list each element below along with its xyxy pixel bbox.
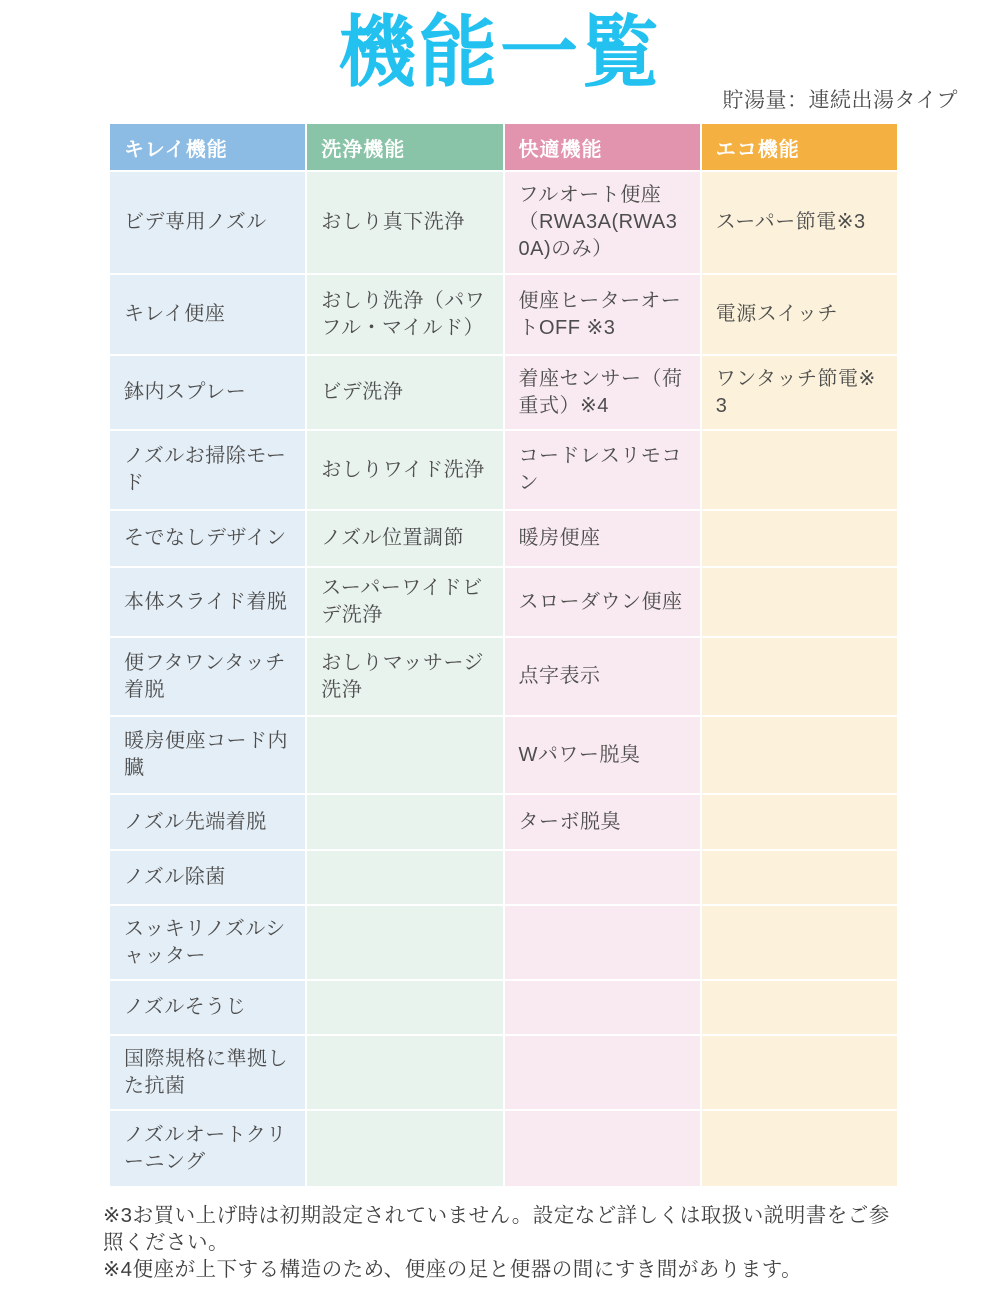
table-cell: 暖房便座コード内臓 xyxy=(110,717,305,793)
header-row xyxy=(110,124,897,170)
table-row xyxy=(110,981,897,1034)
table-cell: ノズルそうじ xyxy=(110,981,305,1034)
footnote-4: ※4便座が上下する構造のため、便座の足と便器の間にすき間があります。 xyxy=(103,1258,803,1281)
table-cell: ビデ専用ノズル xyxy=(110,172,305,273)
table-cell: Wパワー脱臭 xyxy=(505,717,700,793)
table-cell xyxy=(307,795,502,849)
page-header xyxy=(0,0,1000,116)
table-cell: ノズルオートクリーニング xyxy=(110,1111,305,1186)
table-cell xyxy=(702,1111,897,1186)
table-cell xyxy=(505,851,700,904)
table-row xyxy=(110,1036,897,1109)
table-row xyxy=(110,717,897,793)
feature-table xyxy=(108,122,899,1188)
table-row xyxy=(110,356,897,429)
table-cell: ノズル先端着脱 xyxy=(110,795,305,849)
table-cell xyxy=(307,981,502,1034)
table-cell xyxy=(702,795,897,849)
table-cell: スーパー節電※3 xyxy=(702,172,897,273)
table-row xyxy=(110,795,897,849)
table-cell xyxy=(702,906,897,979)
table-row xyxy=(110,172,897,273)
table-cell: 国際規格に準拠した抗菌 xyxy=(110,1036,305,1109)
table-cell: 着座センサー（荷重式）※4 xyxy=(505,356,700,429)
table-row xyxy=(110,638,897,715)
table-row xyxy=(110,851,897,904)
table-cell: ターボ脱臭 xyxy=(505,795,700,849)
table-cell xyxy=(307,717,502,793)
table-cell: ワンタッチ節電※3 xyxy=(702,356,897,429)
table-cell xyxy=(702,638,897,715)
table-cell xyxy=(702,851,897,904)
table-row xyxy=(110,275,897,354)
table-cell: 暖房便座 xyxy=(505,511,700,566)
table-cell xyxy=(505,1036,700,1109)
table-cell: スーパーワイドビデ洗浄 xyxy=(307,568,502,636)
table-cell: キレイ便座 xyxy=(110,275,305,354)
table-cell: フルオート便座（RWA3A(RWA30A)のみ） xyxy=(505,172,700,273)
column-header-kirei: キレイ機能 xyxy=(110,124,305,170)
column-header-eco: エコ機能 xyxy=(702,124,897,170)
table-cell: 点字表示 xyxy=(505,638,700,715)
feature-table-head xyxy=(110,124,897,170)
tank-type-subtitle: 貯湯量：連続出湯タイプ xyxy=(722,89,958,112)
footnotes xyxy=(103,1202,903,1283)
column-header-kaiteki: 快適機能 xyxy=(505,124,700,170)
column-header-senjou: 洗浄機能 xyxy=(307,124,502,170)
table-cell: 便フタワンタッチ着脱 xyxy=(110,638,305,715)
table-row xyxy=(110,431,897,509)
footnote-3: ※3お買い上げ時は初期設定されていません。設定など詳しくは取扱い説明書をご参照ください。 xyxy=(103,1204,890,1254)
table-cell xyxy=(307,851,502,904)
table-cell: コードレスリモコン xyxy=(505,431,700,509)
table-cell: ビデ洗浄 xyxy=(307,356,502,429)
table-cell: スッキリノズルシャッター xyxy=(110,906,305,979)
table-cell: 便座ヒーターオートOFF ※3 xyxy=(505,275,700,354)
table-row xyxy=(110,1111,897,1186)
table-cell: 電源スイッチ xyxy=(702,275,897,354)
table-cell xyxy=(307,1111,502,1186)
table-cell xyxy=(307,906,502,979)
table-cell: おしりマッサージ洗浄 xyxy=(307,638,502,715)
table-cell: おしり真下洗浄 xyxy=(307,172,502,273)
table-cell xyxy=(702,1036,897,1109)
table-row xyxy=(110,511,897,566)
table-cell: ノズル位置調節 xyxy=(307,511,502,566)
table-cell: ノズルお掃除モード xyxy=(110,431,305,509)
table-cell xyxy=(702,431,897,509)
table-cell: 本体スライド着脱 xyxy=(110,568,305,636)
table-cell: ノズル除菌 xyxy=(110,851,305,904)
table-cell xyxy=(505,906,700,979)
table-cell: 鉢内スプレー xyxy=(110,356,305,429)
table-cell xyxy=(307,1036,502,1109)
table-cell xyxy=(702,568,897,636)
table-cell xyxy=(702,717,897,793)
table-body xyxy=(110,172,897,1186)
table-row xyxy=(110,568,897,636)
table-cell: そでなしデザイン xyxy=(110,511,305,566)
table-row xyxy=(110,906,897,979)
table-cell xyxy=(505,981,700,1034)
table-cell xyxy=(702,981,897,1034)
table-cell xyxy=(505,1111,700,1186)
table-cell xyxy=(702,511,897,566)
page-title: 機能一覧 xyxy=(337,8,662,96)
table-cell: おしり洗浄（パワフル・マイルド） xyxy=(307,275,502,354)
table-cell: おしりワイド洗浄 xyxy=(307,431,502,509)
table-cell: スローダウン便座 xyxy=(505,568,700,636)
